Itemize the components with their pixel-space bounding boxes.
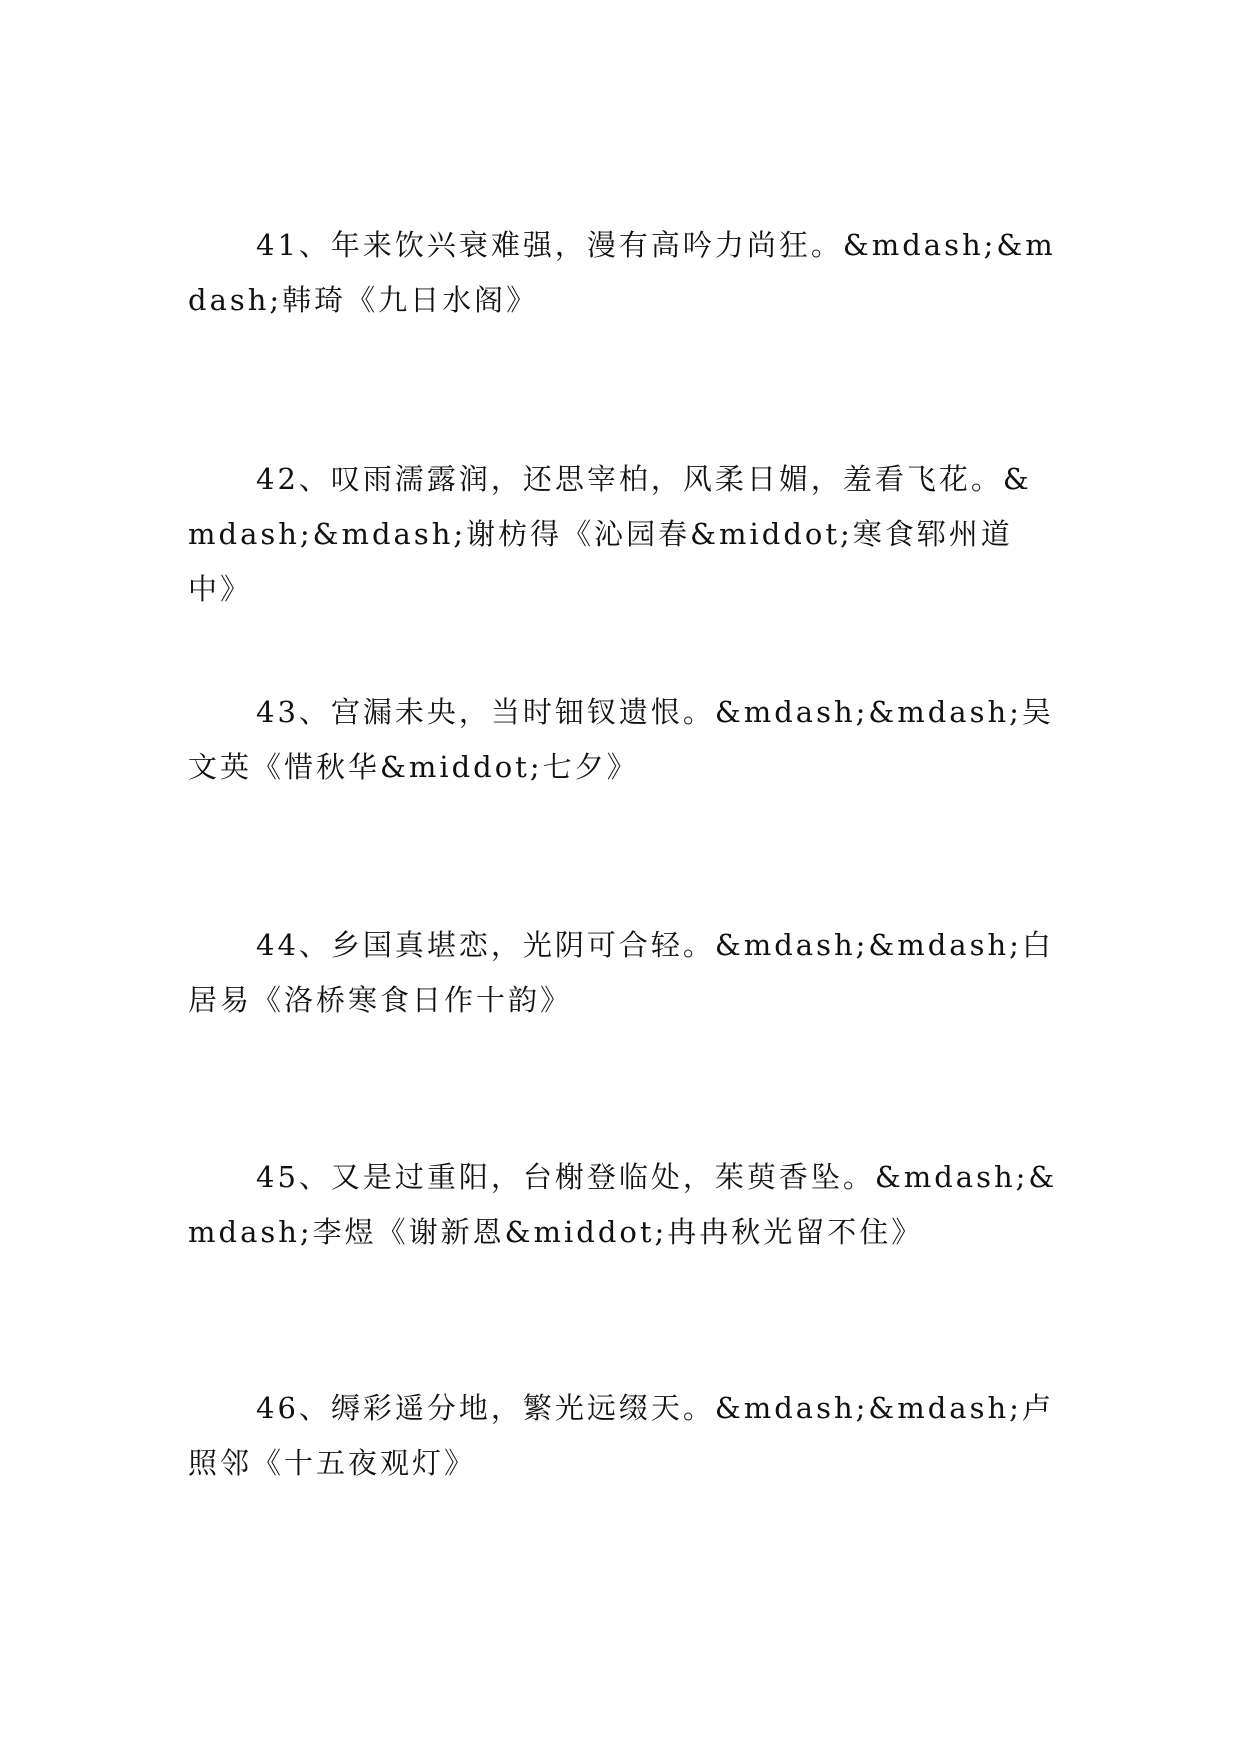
quote-entry-45: 45、又是过重阳，台榭登临处，茱萸香坠。&mdash;&mdash;李煜《谢新恩&middot;冉冉秋光留不住》 bbox=[188, 1160, 1058, 1249]
quote-entry-41: 41、年来饮兴衰难强，漫有高吟力尚狂。&mdash;&mdash;韩琦《九日水阁》 bbox=[188, 228, 1056, 317]
quote-entry-42: 42、叹雨濡露润，还思宰柏，风柔日媚，羞看飞花。&mdash;&mdash;谢枋得《沁园春&middot;寒食郓州道中》 bbox=[188, 462, 1032, 606]
quote-entry-43: 43、宫漏未央，当时钿钗遗恨。&mdash;&mdash;吴文英《惜秋华&middot;七夕》 bbox=[188, 695, 1054, 784]
quote-entry-44: 44、乡国真堪恋，光阴可合轻。&mdash;&mdash;白居易《洛桥寒食日作十韵》 bbox=[188, 928, 1054, 1017]
quote-entry-46: 46、缛彩遥分地，繁光远缀天。&mdash;&mdash;卢照邻《十五夜观灯》 bbox=[188, 1391, 1054, 1480]
